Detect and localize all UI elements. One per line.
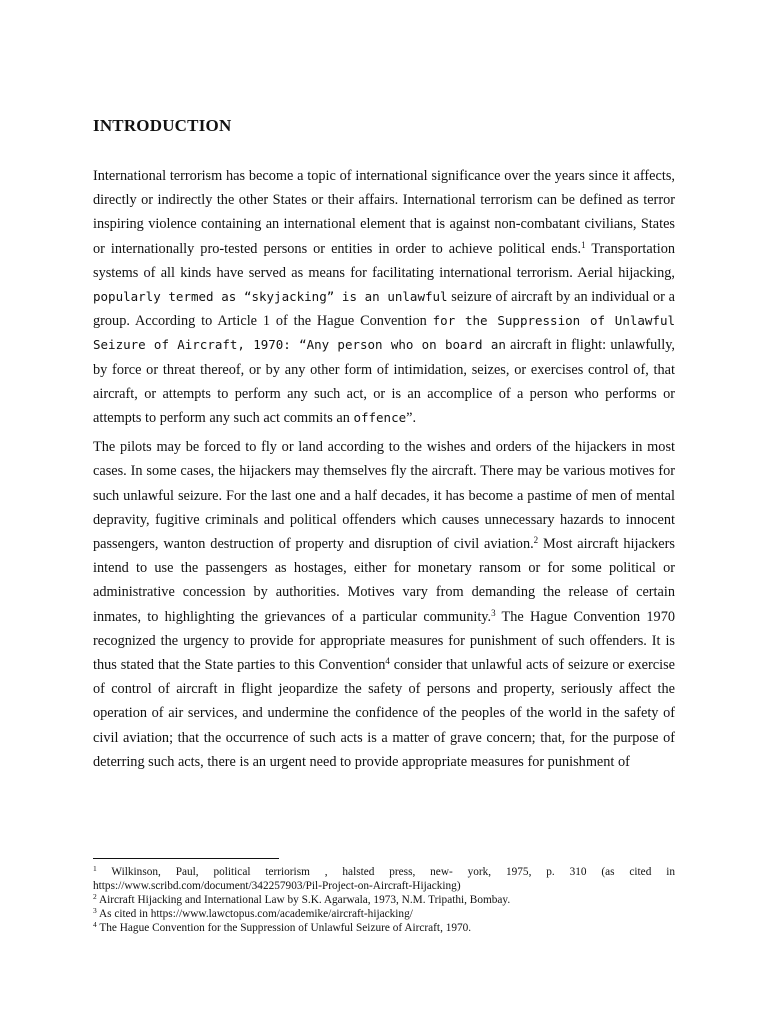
- p1-text-h: ”.: [406, 410, 417, 427]
- paragraph-2: [93, 435, 675, 774]
- p2-text-d: consider that unlawful acts of seizure or exercise of control of aircraft in flight jeopardize the safety of persons and property, seriously affect the operation of air services, and undermine the confidence of the peoples of the world in the safety of civil aviation; that the occurrence of such acts is a matter of grave concern; that, for the purpose of deterring such acts, there is an urgent need to provide appropriate measures for punishment of: [93, 657, 675, 770]
- footnote-num-2: 2: [93, 892, 97, 901]
- footnote-text-3: As cited in https://www.lawctopus.com/academike/aircraft-hijacking/: [96, 908, 413, 920]
- paragraph-1: [93, 164, 675, 430]
- p1-mono-c: popularly termed as “skyjacking” is an unlawful: [93, 289, 448, 305]
- footnote-3: [93, 907, 675, 921]
- footnote-4: [93, 921, 675, 935]
- p1-text-d: seizure of aircraft by an individual or a group. According to Article 1 of the Hague Convention: [93, 289, 675, 330]
- footnote-1: [93, 865, 675, 893]
- p2-text-a: The pilots may be forced to fly or land according to the wishes and orders of the hijackers in most cases. In some cases, the hijackers may themselves fly the aircraft. There may be various motives for such unlawful seizure. For the last one and a half decades, it has become a pastime of men of mental depravity, fugitive criminals and political offenders which causes unnecessary hazards to innocent passengers, wanton destruction of property and disruption of civil aviation.: [93, 439, 675, 553]
- p1-text-a: International terrorism has become a topic of international significance over the years since it affects, directly or indirectly the other States or their affairs. International terrorism can be defined as terror inspiring violence containing an international element that is against non-combatant civilians, States or internationally pro-tested persons or entities in order to achieve political ends.: [93, 168, 675, 257]
- footnote-ref-2: 2: [533, 535, 539, 546]
- footnote-ref-3: 3: [491, 607, 496, 618]
- footnote-num-3: 3: [93, 906, 97, 915]
- footnote-ref-1: 1: [581, 239, 586, 250]
- footnote-num-1: 1: [93, 864, 97, 873]
- body-text: [93, 164, 675, 774]
- footnote-separator: [93, 858, 279, 859]
- footnotes: [93, 865, 675, 935]
- p2-text-c: The Hague Convention 1970 recognized the urgency to provide for appropriate measures for punishment of such offenders. It is thus stated that the State parties to this Convention: [93, 608, 676, 674]
- footnote-text-2: Aircraft Hijacking and International Law by S.K. Agarwala, 1973, N.M. Tripathi, Bombay.: [96, 894, 511, 906]
- footnote-2: [93, 893, 675, 907]
- footnote-text-4: The Hague Convention for the Suppression of Unlawful Seizure of Aircraft, 1970.: [96, 922, 472, 934]
- section-heading: INTRODUCTION: [93, 116, 232, 135]
- footnote-num-4: 4: [93, 920, 97, 929]
- p2-text-b: Most aircraft hijackers intend to use the passengers as hostages, either for monetary ransom or for some political or administrative concession by authorities. Motives vary from demanding the release of certain inmates, to highlighting the grievances of a particular community.: [93, 536, 675, 625]
- p1-mono-g: offence: [353, 410, 407, 426]
- p1-mono-e: for the Suppression of Unlawful Seizure of Aircraft, 1970: “Any person who on board an: [93, 313, 676, 353]
- p1-text-b: Transportation systems of all kinds have served as means for facilitating international terrorism. Aerial hijacking,: [93, 240, 675, 281]
- footnote-ref-4: 4: [385, 656, 390, 667]
- p1-text-f: aircraft in flight: unlawfully, by force or threat thereof, or by any other form of intimidation, seizes, or exercises control of, that aircraft, or attempts to perform any such act, or is an accomplice of a person who performs or attempts to perform any such act commits an: [93, 337, 675, 427]
- footnote-text-1: Wilkinson, Paul, political terriorism , halsted press, new- york, 1975, p. 310 (as cited in https://www.scribd.com/document/342257903/Pil-Project-on-Aircraft-Hijacking): [93, 866, 675, 892]
